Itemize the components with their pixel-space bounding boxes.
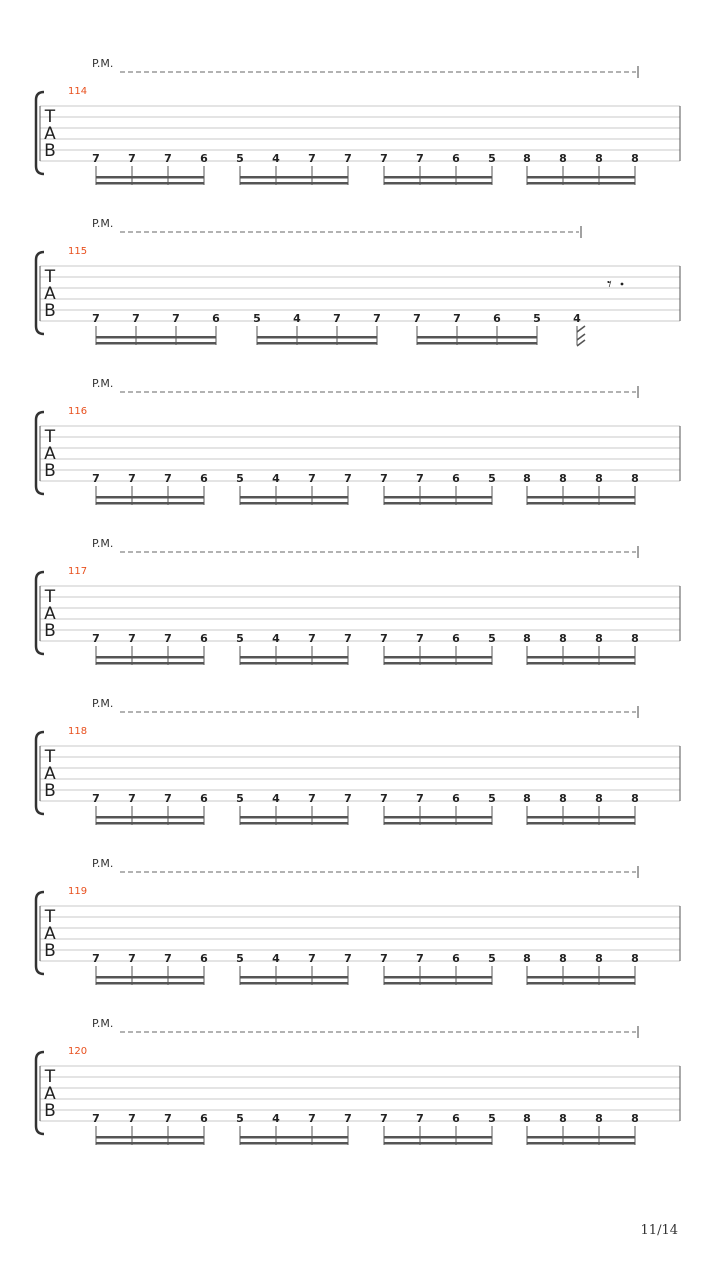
tab-system	[36, 857, 680, 985]
beam	[96, 1142, 204, 1145]
tab-system	[36, 1017, 680, 1145]
fret-number: 8	[595, 632, 603, 645]
palm-mute-label: P.M.	[92, 377, 114, 390]
tab-clef-letter: A	[44, 764, 56, 784]
fret-number: 7	[92, 1112, 100, 1125]
fret-number: 7	[453, 312, 461, 325]
fret-number: 7	[380, 152, 388, 165]
fret-number: 8	[595, 952, 603, 965]
beam	[240, 822, 348, 825]
fret-number: 5	[488, 152, 496, 165]
tab-system	[36, 377, 680, 505]
beam	[527, 822, 635, 825]
fret-number: 7	[92, 792, 100, 805]
fret-number: 8	[631, 152, 639, 165]
beam	[240, 816, 348, 819]
tab-clef-letter: B	[44, 621, 56, 641]
fret-number: 4	[293, 312, 301, 325]
beam	[240, 502, 348, 505]
tab-clef-letter: A	[44, 284, 56, 304]
fret-number: 7	[344, 472, 352, 485]
fret-number: 7	[128, 1112, 136, 1125]
fret-number: 6	[452, 1112, 460, 1125]
page-number: 11/14	[640, 1223, 678, 1238]
fret-number: 5	[488, 952, 496, 965]
beam	[240, 656, 348, 659]
fret-number: 7	[416, 952, 424, 965]
tab-clef-letter: T	[44, 747, 56, 767]
fret-number: 8	[559, 792, 567, 805]
fret-number: 7	[164, 632, 172, 645]
beam	[384, 976, 492, 979]
beam	[384, 816, 492, 819]
fret-number: 7	[128, 792, 136, 805]
beam	[417, 336, 537, 339]
fret-number: 4	[272, 952, 280, 965]
fret-number: 5	[236, 632, 244, 645]
beam	[96, 656, 204, 659]
tab-clef-letter: T	[44, 267, 56, 287]
beam	[384, 822, 492, 825]
beam	[96, 662, 204, 665]
fret-number: 5	[488, 472, 496, 485]
sixteenth-flag	[577, 326, 585, 346]
palm-mute-label: P.M.	[92, 697, 114, 710]
bar-number: 120	[68, 1046, 88, 1057]
fret-number: 8	[595, 1112, 603, 1125]
fret-number: 7	[344, 632, 352, 645]
beam	[384, 1136, 492, 1139]
fret-number: 8	[523, 632, 531, 645]
fret-number: 5	[236, 1112, 244, 1125]
fret-number: 7	[308, 952, 316, 965]
fret-number: 6	[212, 312, 220, 325]
palm-mute-label: P.M.	[92, 1017, 114, 1030]
tab-system	[36, 537, 680, 665]
fret-number: 7	[92, 472, 100, 485]
beam	[527, 496, 635, 499]
beam	[240, 982, 348, 985]
beam	[96, 976, 204, 979]
fret-number: 7	[416, 1112, 424, 1125]
beam	[257, 336, 377, 339]
beam	[527, 176, 635, 179]
fret-number: 5	[533, 312, 541, 325]
fret-number: 7	[308, 632, 316, 645]
fret-number: 6	[200, 152, 208, 165]
beam	[96, 176, 204, 179]
fret-number: 7	[128, 632, 136, 645]
beam	[96, 336, 216, 339]
beam	[384, 656, 492, 659]
beam	[384, 496, 492, 499]
beam	[384, 502, 492, 505]
tab-system	[36, 697, 680, 825]
fret-number: 8	[595, 472, 603, 485]
fret-number: 7	[92, 152, 100, 165]
tab-system	[36, 217, 680, 346]
bar-number: 114	[68, 86, 88, 97]
beam	[527, 662, 635, 665]
fret-number: 6	[200, 792, 208, 805]
tab-clef-letter: A	[44, 124, 56, 144]
eighth-rest-icon: 𝄾	[607, 274, 612, 295]
fret-number: 7	[380, 472, 388, 485]
fret-number: 7	[413, 312, 421, 325]
fret-number: 4	[272, 1112, 280, 1125]
fret-number: 7	[416, 632, 424, 645]
fret-number: 5	[488, 792, 496, 805]
beam	[96, 496, 204, 499]
palm-mute-label: P.M.	[92, 857, 114, 870]
fret-number: 6	[200, 472, 208, 485]
fret-number: 7	[128, 472, 136, 485]
fret-number: 7	[380, 952, 388, 965]
fret-number: 4	[272, 632, 280, 645]
beam	[417, 342, 537, 345]
fret-number: 8	[631, 792, 639, 805]
fret-number: 7	[373, 312, 381, 325]
fret-number: 6	[452, 632, 460, 645]
fret-number: 5	[236, 952, 244, 965]
beam	[96, 1136, 204, 1139]
fret-number: 7	[132, 312, 140, 325]
beam	[96, 822, 204, 825]
fret-number: 6	[452, 952, 460, 965]
fret-number: 7	[333, 312, 341, 325]
fret-number: 7	[344, 952, 352, 965]
fret-number: 8	[631, 952, 639, 965]
beam	[240, 662, 348, 665]
fret-number: 7	[164, 1112, 172, 1125]
fret-number: 7	[92, 952, 100, 965]
fret-number: 7	[380, 1112, 388, 1125]
beam	[96, 342, 216, 345]
beam	[527, 1136, 635, 1139]
fret-number: 6	[452, 152, 460, 165]
beam	[527, 982, 635, 985]
bar-number: 118	[68, 726, 88, 737]
fret-number: 7	[344, 152, 352, 165]
fret-number: 7	[416, 792, 424, 805]
tab-clef-letter: T	[44, 587, 56, 607]
fret-number: 7	[164, 792, 172, 805]
beam	[96, 982, 204, 985]
rest-dot	[621, 283, 624, 286]
fret-number: 8	[631, 472, 639, 485]
tab-clef-letter: B	[44, 301, 56, 321]
beam	[240, 1136, 348, 1139]
beam	[240, 496, 348, 499]
fret-number: 4	[272, 152, 280, 165]
tab-clef-letter: T	[44, 107, 56, 127]
beam	[240, 176, 348, 179]
tab-clef-letter: B	[44, 1101, 56, 1121]
fret-number: 7	[92, 312, 100, 325]
fret-number: 5	[488, 1112, 496, 1125]
fret-number: 7	[380, 792, 388, 805]
palm-mute-label: P.M.	[92, 57, 114, 70]
fret-number: 5	[488, 632, 496, 645]
beam	[384, 982, 492, 985]
beam	[527, 976, 635, 979]
fret-number: 7	[92, 632, 100, 645]
palm-mute-label: P.M.	[92, 217, 114, 230]
beam	[384, 662, 492, 665]
tab-clef-letter: A	[44, 444, 56, 464]
fret-number: 5	[236, 152, 244, 165]
fret-number: 8	[523, 152, 531, 165]
beam	[240, 1142, 348, 1145]
beam	[527, 182, 635, 185]
fret-number: 6	[452, 472, 460, 485]
fret-number: 7	[164, 952, 172, 965]
beam	[384, 176, 492, 179]
fret-number: 8	[559, 1112, 567, 1125]
beam	[96, 502, 204, 505]
tab-clef-letter: B	[44, 461, 56, 481]
tab-system	[36, 57, 680, 185]
beam	[240, 976, 348, 979]
fret-number: 6	[452, 792, 460, 805]
fret-number: 7	[344, 1112, 352, 1125]
fret-number: 8	[559, 632, 567, 645]
fret-number: 8	[631, 1112, 639, 1125]
fret-number: 4	[272, 792, 280, 805]
fret-number: 4	[573, 312, 581, 325]
fret-number: 8	[631, 632, 639, 645]
tab-clef-letter: A	[44, 924, 56, 944]
beam	[527, 1142, 635, 1145]
fret-number: 7	[128, 952, 136, 965]
tab-clef-letter: T	[44, 907, 56, 927]
beam	[240, 182, 348, 185]
fret-number: 5	[253, 312, 261, 325]
fret-number: 8	[595, 792, 603, 805]
fret-number: 6	[200, 952, 208, 965]
fret-number: 8	[559, 472, 567, 485]
fret-number: 7	[416, 152, 424, 165]
fret-number: 5	[236, 472, 244, 485]
tab-clef-letter: A	[44, 1084, 56, 1104]
fret-number: 8	[523, 472, 531, 485]
beam	[527, 816, 635, 819]
fret-number: 7	[128, 152, 136, 165]
fret-number: 5	[236, 792, 244, 805]
tab-clef-letter: T	[44, 1067, 56, 1087]
fret-number: 7	[172, 312, 180, 325]
fret-number: 7	[416, 472, 424, 485]
fret-number: 8	[559, 952, 567, 965]
bar-number: 116	[68, 406, 88, 417]
fret-number: 8	[523, 1112, 531, 1125]
fret-number: 7	[308, 472, 316, 485]
fret-number: 8	[523, 792, 531, 805]
fret-number: 7	[344, 792, 352, 805]
fret-number: 6	[200, 1112, 208, 1125]
palm-mute-label: P.M.	[92, 537, 114, 550]
bar-number: 117	[68, 566, 88, 577]
fret-number: 7	[308, 792, 316, 805]
tab-clef-letter: A	[44, 604, 56, 624]
tab-clef-letter: B	[44, 941, 56, 961]
beam	[384, 182, 492, 185]
fret-number: 8	[595, 152, 603, 165]
fret-number: 7	[164, 472, 172, 485]
fret-number: 6	[200, 632, 208, 645]
bar-number: 115	[68, 246, 88, 257]
beam	[527, 502, 635, 505]
fret-number: 7	[308, 152, 316, 165]
tab-clef-letter: B	[44, 141, 56, 161]
beam	[527, 656, 635, 659]
beam	[257, 342, 377, 345]
beam	[96, 816, 204, 819]
fret-number: 7	[164, 152, 172, 165]
fret-number: 4	[272, 472, 280, 485]
fret-number: 7	[380, 632, 388, 645]
beam	[384, 1142, 492, 1145]
fret-number: 8	[559, 152, 567, 165]
fret-number: 6	[493, 312, 501, 325]
fret-number: 7	[308, 1112, 316, 1125]
beam	[96, 182, 204, 185]
bar-number: 119	[68, 886, 88, 897]
fret-number: 8	[523, 952, 531, 965]
tab-clef-letter: B	[44, 781, 56, 801]
tab-clef-letter: T	[44, 427, 56, 447]
